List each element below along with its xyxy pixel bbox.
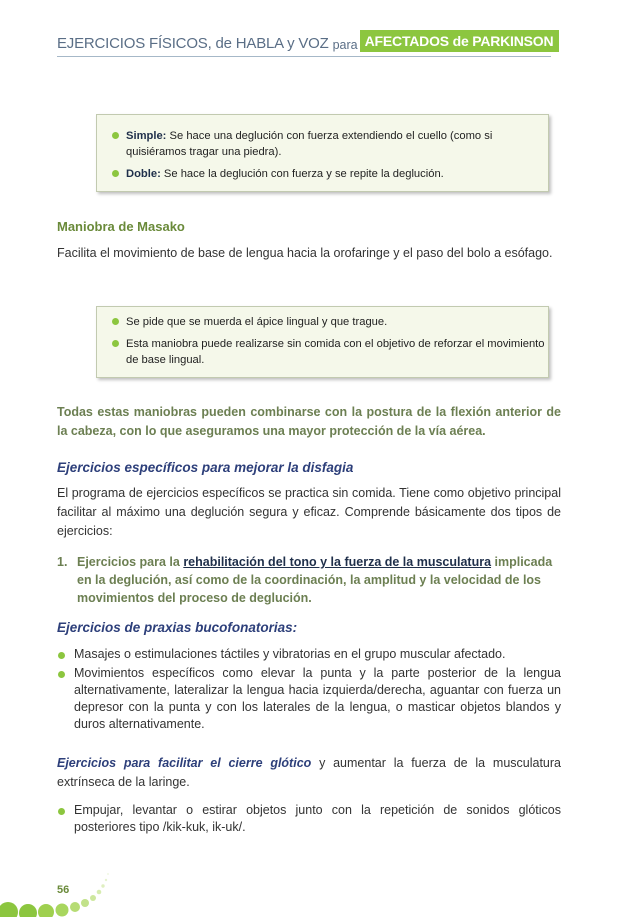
- combine-statement: Todas estas maniobras pueden combinarse con la postura de la flexión anterior de la cabeza, con lo que aseguramos una mayor protección de la vía aérea.: [57, 405, 561, 438]
- page-number: 56: [57, 884, 70, 896]
- item-label: Doble:: [126, 168, 161, 180]
- item-text: Se pide que se muerda el ápice lingual y que trague.: [126, 316, 388, 328]
- item-text: Se hace la deglución con fuerza y se repite la deglución.: [160, 168, 444, 180]
- bullet-icon: [58, 808, 65, 815]
- disfagia-paragraph: El programa de ejercicios específicos se practica sin comida. Tiene como objetivo principal facilitar al máximo una deglución segura y eficaz. Comprende básicamente dos tipos de ejercicios:: [57, 486, 561, 538]
- header-para: para: [332, 38, 358, 52]
- disfagia-heading: Ejercicios específicos para mejorar la disfagia: [57, 460, 354, 475]
- bullet-icon: [58, 652, 65, 659]
- header-divider: [57, 56, 551, 57]
- bullet-icon: [112, 132, 119, 139]
- item-pre: Ejercicios para la: [77, 555, 184, 569]
- maneuver-box-simple-double: [96, 114, 549, 192]
- item-underline: rehabilitación del tono y la fuerza de la musculatura: [183, 555, 492, 569]
- glotico-list: [57, 802, 561, 836]
- bullet-icon: [112, 318, 119, 325]
- glotico-heading: Ejercicios para facilitar el cierre glótico: [57, 756, 312, 770]
- list-item: [97, 314, 548, 330]
- header-tag: AFECTADOS de PARKINSON: [360, 30, 560, 52]
- numbered-item-1: [57, 553, 561, 607]
- praxias-heading: Ejercicios de praxias bucofonatorias:: [57, 620, 298, 635]
- item-text: Se hace una deglución con fuerza extendiendo el cuello (como si quisiéramos tragar una piedra).: [126, 130, 493, 158]
- bullet-icon: [58, 671, 65, 678]
- praxias-list: [57, 646, 561, 733]
- item-number: 1.: [57, 555, 68, 569]
- list-item: [57, 802, 561, 836]
- page-header: [57, 28, 559, 52]
- list-item: [57, 665, 561, 733]
- item-text: Esta maniobra puede realizarse sin comida con el objetivo de reforzar el movimiento de base lingual.: [126, 338, 545, 366]
- glotico-paragraph: [57, 754, 561, 792]
- masako-heading: Maniobra de Masako: [57, 219, 185, 234]
- item-text: Empujar, levantar o estirar objetos junto con la repetición de sonidos glóticos posteriores tipo /kik-kuk, ik-uk/.: [74, 803, 561, 834]
- glotico-text: y aumentar la fuerza de la musculatura extrínseca de la laringe.: [57, 756, 562, 789]
- item-text: Masajes o estimulaciones táctiles y vibratorias en el grupo muscular afectado.: [74, 647, 506, 661]
- decorative-dots-icon: [0, 860, 140, 917]
- bullet-icon: [112, 340, 119, 347]
- item-label: Simple:: [126, 130, 167, 142]
- item-post: implicada en la deglución, así como de la coordinación, la amplitud y la velocidad de los movimientos del proceso de deglución.: [77, 555, 553, 605]
- list-item: [97, 166, 548, 182]
- item-text: Movimientos específicos como elevar la punta y la parte posterior de la lengua alternativamente, lateralizar la lengua hacia izquierda/derecha, aguantar con fuerza un depresor con la punta y con los laterales de la lengua, o masticar objetos blandos y duros alternativamente.: [74, 666, 561, 731]
- list-item: [97, 336, 548, 368]
- masako-paragraph: Facilita el movimiento de base de lengua hacia la orofaringe y el paso del bolo a esófago.: [57, 246, 553, 260]
- header-title: EJERCICIOS FÍSICOS, de HABLA y VOZ: [57, 35, 329, 52]
- bullet-icon: [112, 170, 119, 177]
- list-item: [97, 128, 548, 160]
- maneuver-box-masako: [96, 306, 549, 378]
- list-item: [57, 646, 561, 663]
